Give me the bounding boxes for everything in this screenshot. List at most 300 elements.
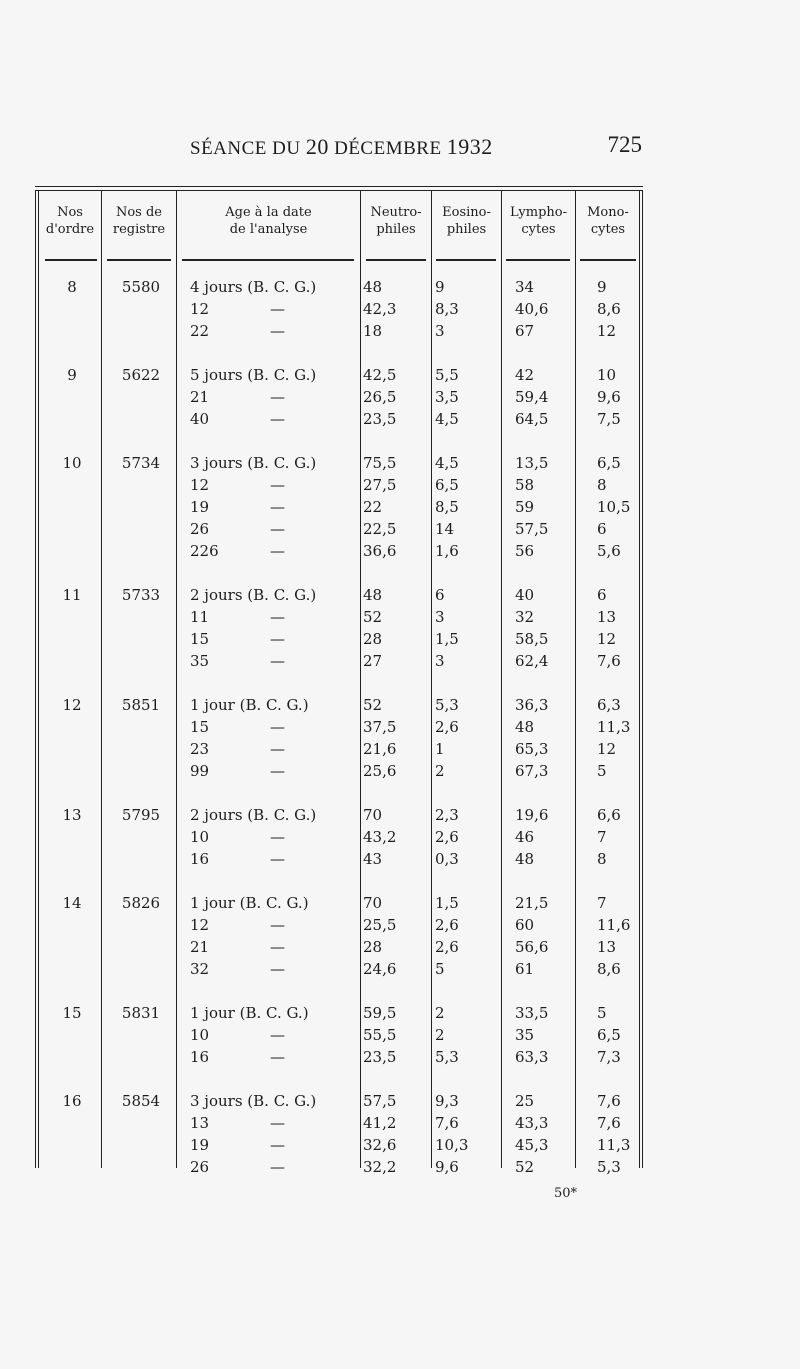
monocytes-value: 6,5 — [597, 454, 621, 472]
header-separator — [45, 259, 97, 261]
table-row — [35, 1002, 643, 1024]
lymphocytes-value: 65,3 — [515, 740, 549, 758]
table-row — [35, 1090, 643, 1112]
page-header — [190, 132, 642, 162]
age-value: 19 — [190, 1136, 210, 1154]
monocytes-value: 8,6 — [597, 960, 621, 978]
ordre-number: 14 — [62, 894, 82, 912]
table-row — [35, 386, 643, 408]
neutrophiles-value: 59,5 — [363, 1004, 397, 1022]
lymphocytes-value: 67,3 — [515, 762, 549, 780]
eosinophiles-value: 2 — [435, 1026, 445, 1044]
header-separator — [436, 259, 496, 261]
age-at-analysis — [190, 276, 370, 298]
monocytes-value: 12 — [597, 740, 617, 758]
table-row — [35, 408, 643, 430]
eosinophiles-value: 8,3 — [435, 300, 459, 318]
ditto-dash: — — [270, 630, 285, 648]
age-at-analysis — [190, 1134, 370, 1156]
age-value: 1 jour (B. C. G.) — [190, 696, 309, 714]
monocytes-value: 7,6 — [597, 1114, 621, 1132]
lymphocytes-value: 21,5 — [515, 894, 549, 912]
neutrophiles-value: 43 — [363, 850, 383, 868]
monocytes-value: 9,6 — [597, 388, 621, 406]
age-at-analysis — [190, 298, 370, 320]
header-separator — [506, 259, 570, 261]
age-value: 4 jours (B. C. G.) — [190, 278, 317, 296]
age-at-analysis — [190, 386, 370, 408]
ditto-dash: — — [270, 1136, 285, 1154]
registre-number: 5795 — [121, 806, 161, 824]
age-at-analysis — [190, 694, 370, 716]
neutrophiles-value: 25,6 — [363, 762, 397, 780]
title-prefix: SÉANCE DU — [190, 138, 301, 159]
neutrophiles-value: 70 — [363, 894, 383, 912]
ditto-dash: — — [270, 762, 285, 780]
ditto-dash: — — [270, 322, 285, 340]
monocytes-value: 8 — [597, 476, 607, 494]
lymphocytes-value: 63,3 — [515, 1048, 549, 1066]
table-row — [35, 914, 643, 936]
ordre-number: 8 — [67, 278, 77, 296]
neutrophiles-value: 28 — [363, 630, 383, 648]
eosinophiles-value: 2,3 — [435, 806, 459, 824]
neutrophiles-value: 32,2 — [363, 1158, 397, 1176]
neutrophiles-value: 52 — [363, 696, 383, 714]
lymphocytes-value: 46 — [515, 828, 535, 846]
table-top-rule — [35, 186, 643, 187]
age-at-analysis — [190, 848, 370, 870]
neutrophiles-value: 32,6 — [363, 1136, 397, 1154]
lymphocytes-value: 48 — [515, 718, 535, 736]
table-row — [35, 518, 643, 540]
lymphocytes-value: 67 — [515, 322, 535, 340]
monocytes-value: 8 — [597, 850, 607, 868]
monocytes-value: 11,3 — [597, 1136, 631, 1154]
lymphocytes-value: 62,4 — [515, 652, 549, 670]
header-lymphocytes — [502, 204, 575, 254]
lymphocytes-value: 40 — [515, 586, 535, 604]
header-eosinophiles-line1: Eosino- — [442, 205, 491, 220]
header-neutrophiles — [361, 204, 431, 254]
lymphocytes-value: 56 — [515, 542, 535, 560]
neutrophiles-value: 23,5 — [363, 410, 397, 428]
monocytes-value: 6,6 — [597, 806, 621, 824]
header-registre-line1: Nos de — [115, 205, 163, 220]
registre-number: 5831 — [121, 1004, 161, 1022]
monocytes-value: 5,6 — [597, 542, 621, 560]
age-value: 35 — [190, 652, 210, 670]
age-value: 10 — [190, 828, 210, 846]
monocytes-value: 9 — [597, 278, 607, 296]
eosinophiles-value: 9,3 — [435, 1092, 459, 1110]
eosinophiles-value: 2 — [435, 762, 445, 780]
age-value: 21 — [190, 938, 210, 956]
age-at-analysis — [190, 408, 370, 430]
ditto-dash: — — [270, 828, 285, 846]
neutrophiles-value: 42,5 — [363, 366, 397, 384]
monocytes-value: 7,6 — [597, 1092, 621, 1110]
eosinophiles-value: 3 — [435, 322, 445, 340]
neutrophiles-value: 26,5 — [363, 388, 397, 406]
registre-number: 5622 — [121, 366, 161, 384]
eosinophiles-value: 3 — [435, 652, 445, 670]
eosinophiles-value: 9,6 — [435, 1158, 459, 1176]
header-monocytes — [576, 204, 640, 254]
eosinophiles-value: 2,6 — [435, 938, 459, 956]
ditto-dash: — — [270, 652, 285, 670]
ditto-dash: — — [270, 938, 285, 956]
lymphocytes-value: 19,6 — [515, 806, 549, 824]
table-row — [35, 496, 643, 518]
table-top-rule-inner — [35, 190, 643, 191]
neutrophiles-value: 21,6 — [363, 740, 397, 758]
lymphocytes-value: 32 — [515, 608, 535, 626]
neutrophiles-value: 37,5 — [363, 718, 397, 736]
blood-count-table — [35, 186, 643, 1176]
eosinophiles-value: 4,5 — [435, 410, 459, 428]
age-value: 23 — [190, 740, 210, 758]
monocytes-value: 11,3 — [597, 718, 631, 736]
age-value: 26 — [190, 520, 210, 538]
ordre-number: 11 — [62, 586, 82, 604]
monocytes-value: 5 — [597, 762, 607, 780]
age-at-analysis — [190, 1156, 370, 1178]
neutrophiles-value: 57,5 — [363, 1092, 397, 1110]
age-value: 22 — [190, 322, 210, 340]
ordre-number: 15 — [62, 1004, 82, 1022]
header-eosinophiles — [432, 204, 501, 254]
eosinophiles-value: 1,5 — [435, 630, 459, 648]
header-lymphocytes-line2: cytes — [521, 222, 556, 237]
age-value: 15 — [190, 718, 210, 736]
lymphocytes-value: 56,6 — [515, 938, 549, 956]
monocytes-value: 6 — [597, 520, 607, 538]
running-title — [190, 134, 493, 160]
lymphocytes-value: 34 — [515, 278, 535, 296]
page-number: 725 — [607, 132, 642, 157]
age-at-analysis — [190, 958, 370, 980]
table-row — [35, 650, 643, 672]
neutrophiles-value: 22 — [363, 498, 383, 516]
header-registre — [102, 204, 176, 254]
lymphocytes-value: 58,5 — [515, 630, 549, 648]
neutrophiles-value: 75,5 — [363, 454, 397, 472]
age-at-analysis — [190, 364, 370, 386]
age-value: 21 — [190, 388, 210, 406]
neutrophiles-value: 23,5 — [363, 1048, 397, 1066]
title-month: DÉCEMBRE — [334, 138, 442, 159]
eosinophiles-value: 14 — [435, 520, 455, 538]
age-value: 2 jours (B. C. G.) — [190, 806, 317, 824]
eosinophiles-value: 0,3 — [435, 850, 459, 868]
ditto-dash: — — [270, 300, 285, 318]
header-ordre-line2: d'ordre — [45, 222, 95, 237]
monocytes-value: 7,3 — [597, 1048, 621, 1066]
age-at-analysis — [190, 826, 370, 848]
table-row — [35, 1112, 643, 1134]
age-at-analysis — [190, 518, 370, 540]
age-value: 5 jours (B. C. G.) — [190, 366, 317, 384]
age-value: 12 — [190, 916, 210, 934]
header-monocytes-line1: Mono- — [587, 205, 629, 220]
registre-number: 5851 — [121, 696, 161, 714]
age-at-analysis — [190, 804, 370, 826]
ordre-number: 16 — [62, 1092, 82, 1110]
monocytes-value: 8,6 — [597, 300, 621, 318]
neutrophiles-value: 25,5 — [363, 916, 397, 934]
neutrophiles-value: 41,2 — [363, 1114, 397, 1132]
table-row — [35, 804, 643, 826]
lymphocytes-value: 58 — [515, 476, 535, 494]
ditto-dash: — — [270, 718, 285, 736]
age-at-analysis — [190, 936, 370, 958]
age-at-analysis — [190, 584, 370, 606]
age-at-analysis — [190, 606, 370, 628]
neutrophiles-value: 36,6 — [363, 542, 397, 560]
ditto-dash: — — [270, 608, 285, 626]
registre-number: 5580 — [121, 278, 161, 296]
lymphocytes-value: 43,3 — [515, 1114, 549, 1132]
ditto-dash: — — [270, 1048, 285, 1066]
ordre-number: 9 — [67, 366, 77, 384]
neutrophiles-value: 43,2 — [363, 828, 397, 846]
table-row — [35, 760, 643, 782]
eosinophiles-value: 5,3 — [435, 1048, 459, 1066]
header-age-line2: de l'analyse — [229, 222, 308, 237]
table-row — [35, 958, 643, 980]
age-at-analysis — [190, 474, 370, 496]
lymphocytes-value: 33,5 — [515, 1004, 549, 1022]
monocytes-value: 7,5 — [597, 410, 621, 428]
registre-number: 5826 — [121, 894, 161, 912]
lymphocytes-value: 59,4 — [515, 388, 549, 406]
table-row — [35, 936, 643, 958]
table-row — [35, 584, 643, 606]
monocytes-value: 6,5 — [597, 1026, 621, 1044]
lymphocytes-value: 48 — [515, 850, 535, 868]
age-value: 26 — [190, 1158, 210, 1176]
header-neutrophiles-line1: Neutro- — [370, 205, 422, 220]
header-separator — [107, 259, 171, 261]
eosinophiles-value: 3 — [435, 608, 445, 626]
monocytes-value: 12 — [597, 630, 617, 648]
eosinophiles-value: 5,5 — [435, 366, 459, 384]
eosinophiles-value: 8,5 — [435, 498, 459, 516]
age-at-analysis — [190, 628, 370, 650]
eosinophiles-value: 1 — [435, 740, 445, 758]
table-row — [35, 1134, 643, 1156]
age-at-analysis — [190, 892, 370, 914]
monocytes-value: 7 — [597, 894, 607, 912]
age-value: 12 — [190, 476, 210, 494]
monocytes-value: 13 — [597, 608, 617, 626]
table-row — [35, 320, 643, 342]
header-ordre-line1: Nos — [57, 205, 83, 220]
monocytes-value: 7,6 — [597, 652, 621, 670]
age-at-analysis — [190, 1002, 370, 1024]
header-age — [177, 204, 360, 254]
age-at-analysis — [190, 1024, 370, 1046]
age-value: 3 jours (B. C. G.) — [190, 454, 317, 472]
header-separator — [366, 259, 426, 261]
age-at-analysis — [190, 452, 370, 474]
lymphocytes-value: 42 — [515, 366, 535, 384]
age-value: 13 — [190, 1114, 210, 1132]
monocytes-value: 10,5 — [597, 498, 631, 516]
eosinophiles-value: 7,6 — [435, 1114, 459, 1132]
ditto-dash: — — [270, 960, 285, 978]
eosinophiles-value: 4,5 — [435, 454, 459, 472]
neutrophiles-value: 48 — [363, 586, 383, 604]
age-at-analysis — [190, 716, 370, 738]
age-value: 226 — [190, 542, 219, 560]
age-at-analysis — [190, 914, 370, 936]
table-row — [35, 1046, 643, 1068]
table-row — [35, 694, 643, 716]
lymphocytes-value: 25 — [515, 1092, 535, 1110]
ditto-dash: — — [270, 476, 285, 494]
table-row — [35, 738, 643, 760]
header-separator — [182, 259, 354, 261]
header-monocytes-line2: cytes — [590, 222, 626, 237]
eosinophiles-value: 3,5 — [435, 388, 459, 406]
neutrophiles-value: 18 — [363, 322, 383, 340]
neutrophiles-value: 24,6 — [363, 960, 397, 978]
lymphocytes-value: 60 — [515, 916, 535, 934]
lymphocytes-value: 40,6 — [515, 300, 549, 318]
age-value: 40 — [190, 410, 210, 428]
eosinophiles-value: 1,6 — [435, 542, 459, 560]
ditto-dash: — — [270, 1026, 285, 1044]
table-row — [35, 716, 643, 738]
age-at-analysis — [190, 760, 370, 782]
monocytes-value: 5,3 — [597, 1158, 621, 1176]
title-day: 20 — [305, 134, 329, 159]
neutrophiles-value: 42,3 — [363, 300, 397, 318]
lymphocytes-value: 35 — [515, 1026, 535, 1044]
age-at-analysis — [190, 1090, 370, 1112]
header-ordre — [39, 204, 101, 254]
age-at-analysis — [190, 738, 370, 760]
age-value: 16 — [190, 850, 210, 868]
header-neutrophiles-line2: philes — [376, 222, 416, 237]
ordre-number: 10 — [62, 454, 82, 472]
table-row — [35, 892, 643, 914]
table-row — [35, 1024, 643, 1046]
lymphocytes-value: 57,5 — [515, 520, 549, 538]
eosinophiles-value: 9 — [435, 278, 445, 296]
age-value: 15 — [190, 630, 210, 648]
header-age-line1: Age à la date — [225, 205, 312, 220]
age-value: 3 jours (B. C. G.) — [190, 1092, 317, 1110]
lymphocytes-value: 52 — [515, 1158, 535, 1176]
ditto-dash: — — [270, 498, 285, 516]
eosinophiles-value: 6,5 — [435, 476, 459, 494]
table-row — [35, 276, 643, 298]
eosinophiles-value: 6 — [435, 586, 445, 604]
table-row — [35, 826, 643, 848]
age-value: 1 jour (B. C. G.) — [190, 1004, 309, 1022]
lymphocytes-value: 64,5 — [515, 410, 549, 428]
lymphocytes-value: 59 — [515, 498, 535, 516]
registre-number: 5854 — [121, 1092, 161, 1110]
eosinophiles-value: 1,5 — [435, 894, 459, 912]
neutrophiles-value: 55,5 — [363, 1026, 397, 1044]
neutrophiles-value: 27,5 — [363, 476, 397, 494]
age-at-analysis — [190, 650, 370, 672]
monocytes-value: 5 — [597, 1004, 607, 1022]
eosinophiles-value: 5,3 — [435, 696, 459, 714]
header-separator — [580, 259, 636, 261]
age-value: 16 — [190, 1048, 210, 1066]
monocytes-value: 6,3 — [597, 696, 621, 714]
header-eosinophiles-line2: philes — [446, 222, 487, 237]
monocytes-value: 10 — [597, 366, 617, 384]
neutrophiles-value: 52 — [363, 608, 383, 626]
neutrophiles-value: 27 — [363, 652, 383, 670]
table-row — [35, 474, 643, 496]
eosinophiles-value: 2,6 — [435, 828, 459, 846]
age-at-analysis — [190, 540, 370, 562]
table-row — [35, 1156, 643, 1178]
age-value: 12 — [190, 300, 210, 318]
ditto-dash: — — [270, 542, 285, 560]
ditto-dash: — — [270, 916, 285, 934]
ditto-dash: — — [270, 388, 285, 406]
lymphocytes-value: 61 — [515, 960, 535, 978]
table-row — [35, 606, 643, 628]
age-value: 1 jour (B. C. G.) — [190, 894, 309, 912]
monocytes-value: 13 — [597, 938, 617, 956]
neutrophiles-value: 70 — [363, 806, 383, 824]
ditto-dash: — — [270, 740, 285, 758]
lymphocytes-value: 13,5 — [515, 454, 549, 472]
age-at-analysis — [190, 1112, 370, 1134]
header-registre-line2: registre — [112, 222, 166, 237]
eosinophiles-value: 2,6 — [435, 718, 459, 736]
ditto-dash: — — [270, 410, 285, 428]
table-row — [35, 364, 643, 386]
header-lymphocytes-line1: Lympho- — [510, 205, 567, 220]
age-value: 2 jours (B. C. G.) — [190, 586, 317, 604]
table-row — [35, 540, 643, 562]
age-value: 99 — [190, 762, 210, 780]
eosinophiles-value: 2,6 — [435, 916, 459, 934]
registre-number: 5733 — [121, 586, 161, 604]
monocytes-value: 12 — [597, 322, 617, 340]
monocytes-value: 6 — [597, 586, 607, 604]
ordre-number: 13 — [62, 806, 82, 824]
table-row — [35, 452, 643, 474]
age-value: 10 — [190, 1026, 210, 1044]
age-at-analysis — [190, 496, 370, 518]
age-at-analysis — [190, 320, 370, 342]
lymphocytes-value: 36,3 — [515, 696, 549, 714]
table-row — [35, 298, 643, 320]
title-year: 1932 — [446, 134, 493, 159]
age-value: 19 — [190, 498, 210, 516]
age-at-analysis — [190, 1046, 370, 1068]
table-row — [35, 628, 643, 650]
monocytes-value: 7 — [597, 828, 607, 846]
ditto-dash: — — [270, 850, 285, 868]
neutrophiles-value: 22,5 — [363, 520, 397, 538]
age-value: 32 — [190, 960, 210, 978]
lymphocytes-value: 45,3 — [515, 1136, 549, 1154]
registre-number: 5734 — [121, 454, 161, 472]
monocytes-value: 11,6 — [597, 916, 631, 934]
